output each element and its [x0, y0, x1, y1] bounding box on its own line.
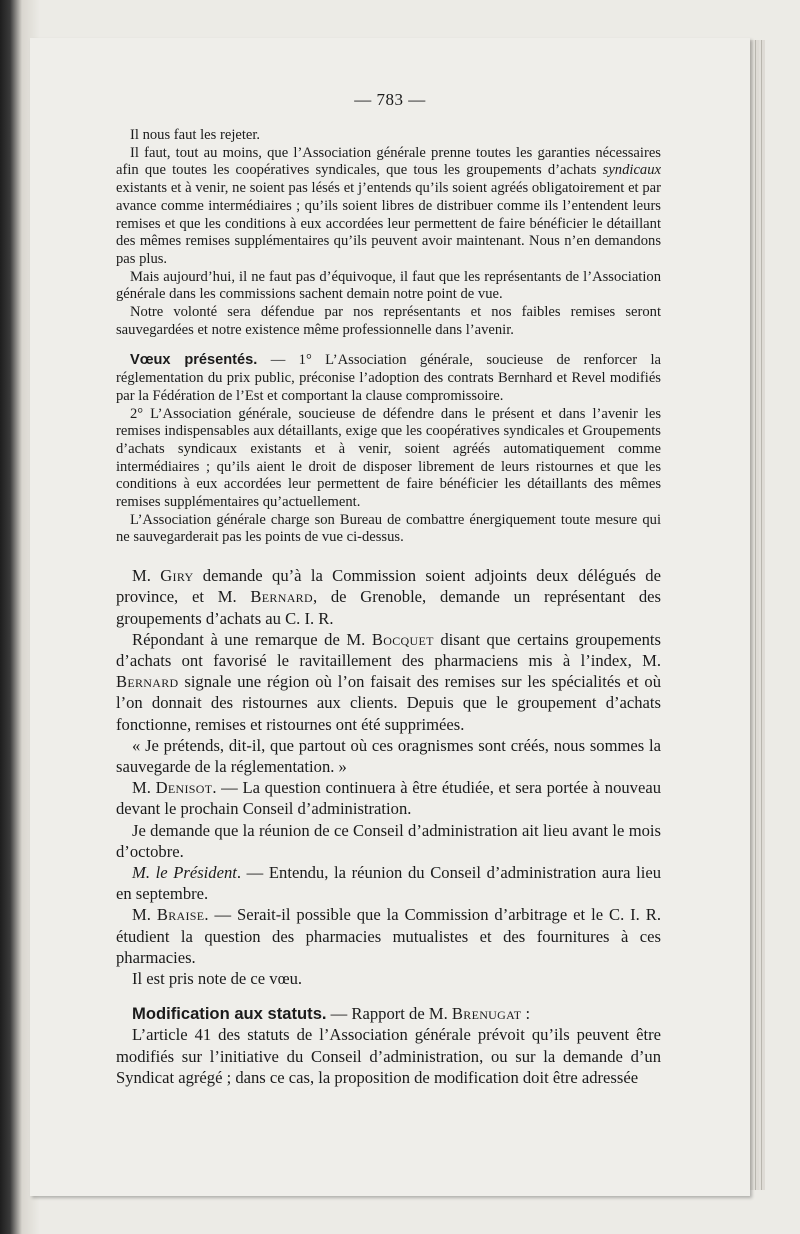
paragraph: Il est pris note de ce vœu.: [132, 969, 303, 989]
text-run: — 1° L’Association générale, soucieuse de renforcer la réglementation du prix public, préconise l’adoption des contrats Bernhard et Revel modifiés par la Fédération de l’Est et comportant la clause compromissoire.: [116, 352, 661, 404]
speaker-name: Brenugat: [451, 1004, 522, 1024]
discussion-section: [116, 565, 661, 989]
text-run: Il faut, tout au moins, que l’Association générale prenne toutes les garanties nécessaires afin que toutes les coopératives syndicales, que tous les groupements d’achats: [116, 144, 661, 179]
spacer: [116, 339, 661, 352]
document-page: [30, 38, 750, 1196]
speaker-name: Bocquet: [371, 629, 434, 649]
text-run: :: [521, 1004, 531, 1024]
speaker-name: Braise: [156, 905, 205, 925]
paragraph: [116, 352, 661, 405]
text-run: demande qu’à la Commission soient adjoints deux délégués de province, et M.: [116, 566, 661, 607]
text-run: . — Entendu, la réunion du Conseil d’administration aura lieu en septembre.: [116, 863, 662, 904]
text-run: existants et à venir, ne soient pas lésés et j’entends qu’ils soient agréés obligatoirement et par avance comme intermédiaires ; qu’ils soient libres de distribuer comme ils l’entendent leurs remises et que les conditions à eux accordées leur permettent de faire bénéficier le détaillant des mêmes remises supplémentaires qu’ils peuvent avoir maintenant. Nous n’en demandons pas plus.: [116, 180, 661, 267]
paragraph: Je demande que la réunion de ce Conseil d’administration ait lieu avant le mois d’octobre.: [116, 820, 661, 861]
paragraph: [116, 565, 661, 629]
speaker-name: Giry: [160, 566, 194, 586]
voeux-section: [116, 352, 661, 547]
spacer: [116, 989, 661, 1003]
text-run: M.: [132, 778, 156, 798]
speaker-name: M. le Président: [132, 863, 237, 883]
paragraph: L’Association générale charge son Bureau de combattre énergiquement toute mesure qui ne sauvegarderait pas les points de vue ci-dessus.: [116, 511, 661, 546]
text-run: , de Grenoble, demande un représentant des groupements d’achats au C. I. R.: [116, 587, 661, 628]
speaker-name: Bernard: [116, 672, 179, 692]
paragraph: [116, 1003, 661, 1024]
paragraph: [116, 145, 661, 269]
modification-section: [116, 1003, 661, 1088]
spacer: [116, 547, 661, 565]
text-run: signale une région où l’on faisait des remises sur les spécialités et où l’on donnait des ristournes aux clients. Depuis que le groupement d’achats fonctionne, remises et ristournes ont été supprimées.: [116, 672, 661, 734]
paragraph: L’article 41 des statuts de l’Association générale prévoit qu’ils peuvent être modifiés sur l’initiative du Conseil d’administration, ou sur la demande d’un Syndicat agrégé ; dans ce cas, la proposition de modification doit être adressée: [116, 1025, 661, 1087]
page-number: — 783 —: [354, 90, 426, 109]
paragraph: 2° L’Association générale, soucieuse de défendre dans le présent et dans l’avenir les remises indispensables aux détaillants, exige que les coopératives syndicales et Groupements d’achats syndicaux existants et à venir, soient agréés automatiquement comme intermédiaires ; qu’ils aient le droit de disposer librement de leurs ristournes et que les conditions à eux accordées leur permettent de faire bénéficier les détaillants des mêmes remises supplémentaires qu’actuellement.: [116, 405, 661, 511]
text-run: disant que certains groupements d’achats ont favorisé le ravitaillement des pharmaciens mis à l’index, M.: [116, 629, 661, 670]
paragraph: Mais aujourd’hui, il ne faut pas d’équivoque, il faut que les représentants de l’Association générale dans les commissions sachent demain notre point de vue.: [116, 268, 661, 303]
text-run: . — La question continuera à être étudiée, et sera portée à nouveau devant le prochain Conseil d’administration.: [116, 778, 661, 819]
paragraph: Notre volonté sera défendue par nos représentants et nos faibles remises seront sauvegardées et notre existence même professionnelle dans l’avenir.: [116, 304, 661, 338]
paragraph: « Je prétends, dit-il, que partout où ces oragnismes sont créés, nous sommes la sauvegarde de la réglementation. »: [116, 735, 661, 776]
text-run: M.: [132, 905, 157, 925]
section-heading: Vœux présentés.: [130, 352, 258, 369]
speaker-name: Denisot: [155, 778, 213, 798]
paragraph: [116, 629, 661, 735]
paragraph: [116, 904, 661, 968]
paragraph: [116, 777, 661, 819]
text-run: . — Serait-il possible que la Commission d’arbitrage et le C. I. R. étudient la question des pharmacies mutualistes et des fournitures à ces pharmacies.: [116, 905, 661, 967]
paragraph: Il nous faut les rejeter.: [130, 127, 261, 143]
text-run: — Rapport de M.: [326, 1004, 452, 1024]
speaker-name: Bernard: [250, 587, 313, 607]
emphasis: syndicaux: [602, 162, 661, 179]
section-heading: Modification aux statuts.: [132, 1004, 327, 1024]
text-run: Répondant à une remarque de M.: [132, 629, 372, 649]
page-content: [116, 127, 661, 1088]
text-run: M.: [132, 566, 161, 586]
paragraph: [116, 862, 661, 904]
speech-continuation: [116, 127, 661, 339]
